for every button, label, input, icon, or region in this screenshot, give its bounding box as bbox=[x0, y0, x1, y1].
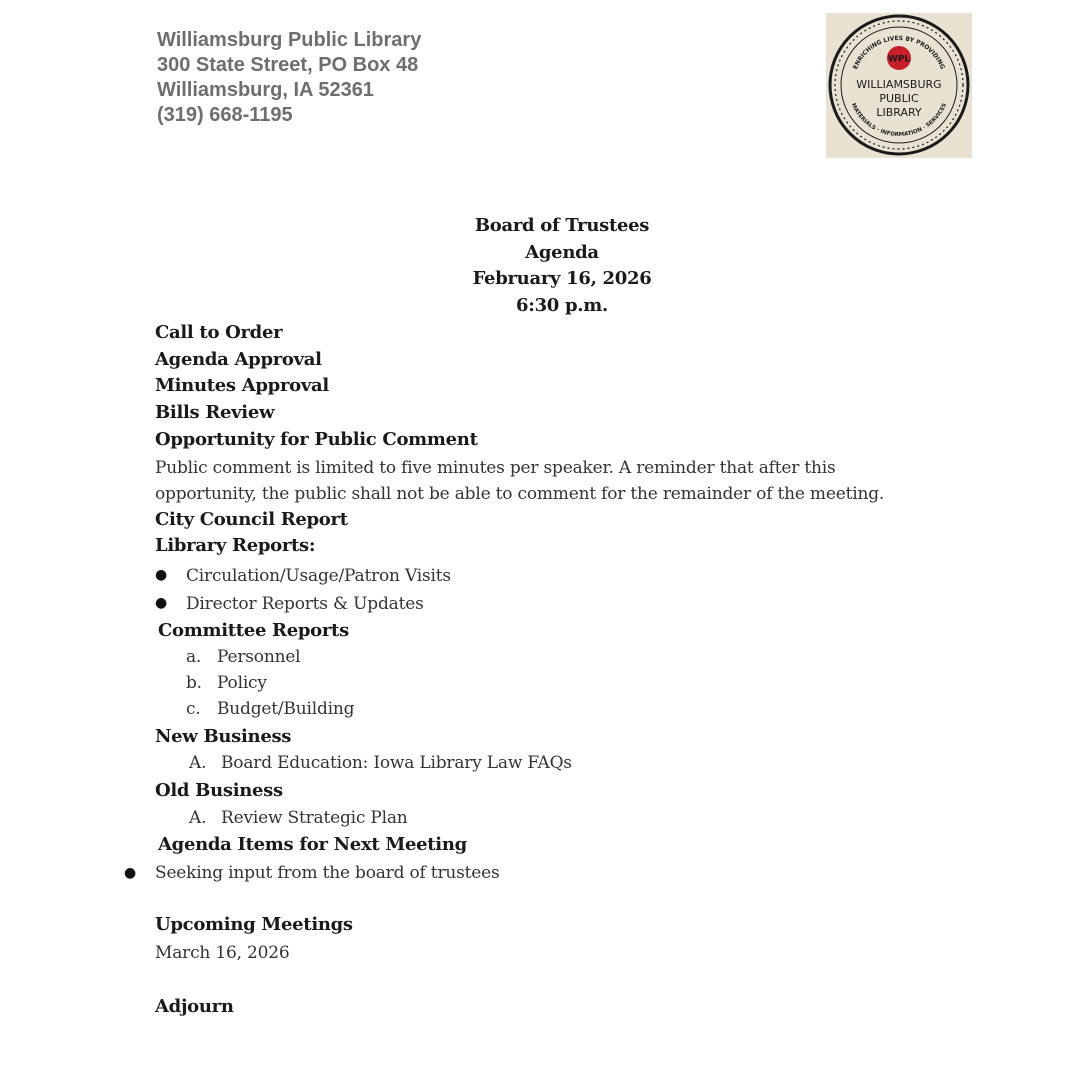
agenda-title: Agenda bbox=[525, 242, 599, 263]
item-public-comment: Opportunity for Public Comment bbox=[155, 429, 478, 450]
item-old-business: Old Business bbox=[155, 780, 283, 801]
logo-line1: WILLIAMSBURG bbox=[856, 78, 942, 91]
committee-item: Budget/Building bbox=[217, 699, 355, 719]
library-report-item: Director Reports & Updates bbox=[186, 594, 424, 614]
meeting-time: 6:30 p.m. bbox=[516, 295, 608, 316]
item-minutes-approval: Minutes Approval bbox=[155, 375, 329, 396]
upcoming-meeting-date: March 16, 2026 bbox=[155, 943, 290, 963]
committee-marker: b. bbox=[186, 673, 202, 693]
logo-bottom-arc: MATERIALS · INFORMATION · SERVICES bbox=[849, 102, 949, 139]
board-title: Board of Trustees bbox=[474, 215, 650, 236]
item-upcoming-meetings: Upcoming Meetings bbox=[155, 914, 353, 935]
new-business-marker: A. bbox=[189, 753, 207, 773]
committee-marker: a. bbox=[186, 647, 202, 667]
library-phone: (319) 668-1195 bbox=[157, 104, 293, 126]
public-comment-text-1: Public comment is limited to five minutes per speaker. A reminder that after this bbox=[155, 458, 836, 478]
library-name: Williamsburg Public Library bbox=[157, 29, 422, 51]
item-agenda-approval: Agenda Approval bbox=[155, 349, 322, 370]
item-bills-review: Bills Review bbox=[155, 402, 275, 423]
logo-top-arc: ENRICHING LIVES BY PROVIDING bbox=[852, 34, 946, 71]
item-call-to-order: Call to Order bbox=[155, 322, 283, 343]
item-library-reports: Library Reports: bbox=[155, 535, 316, 556]
logo-line2: PUBLIC bbox=[879, 92, 919, 105]
meeting-date: February 16, 2026 bbox=[472, 268, 652, 289]
item-new-business: New Business bbox=[155, 726, 292, 747]
bullet-icon: ● bbox=[155, 567, 168, 583]
bullet-icon: ● bbox=[155, 595, 168, 611]
bullet-icon: ● bbox=[124, 865, 137, 881]
item-adjourn: Adjourn bbox=[155, 996, 234, 1017]
public-comment-text-2: opportunity, the public shall not be able to comment for the remainder of the meeting. bbox=[155, 484, 885, 504]
item-next-meeting: Agenda Items for Next Meeting bbox=[158, 834, 467, 855]
library-city: Williamsburg, IA 52361 bbox=[157, 79, 374, 101]
library-report-item: Circulation/Usage/Patron Visits bbox=[186, 566, 451, 586]
old-business-marker: A. bbox=[189, 808, 207, 828]
item-committee-reports: Committee Reports bbox=[158, 620, 349, 641]
item-city-council: City Council Report bbox=[155, 509, 348, 530]
logo-line3: LIBRARY bbox=[876, 106, 922, 119]
committee-marker: c. bbox=[186, 699, 201, 719]
old-business-item: Review Strategic Plan bbox=[221, 808, 408, 828]
committee-item: Personnel bbox=[217, 647, 301, 667]
committee-item: Policy bbox=[217, 673, 267, 693]
next-meeting-item: Seeking input from the board of trustees bbox=[155, 863, 500, 883]
new-business-item: Board Education: Iowa Library Law FAQs bbox=[221, 753, 572, 773]
logo-monogram: WPL bbox=[887, 54, 911, 65]
library-street: 300 State Street, PO Box 48 bbox=[157, 54, 419, 76]
